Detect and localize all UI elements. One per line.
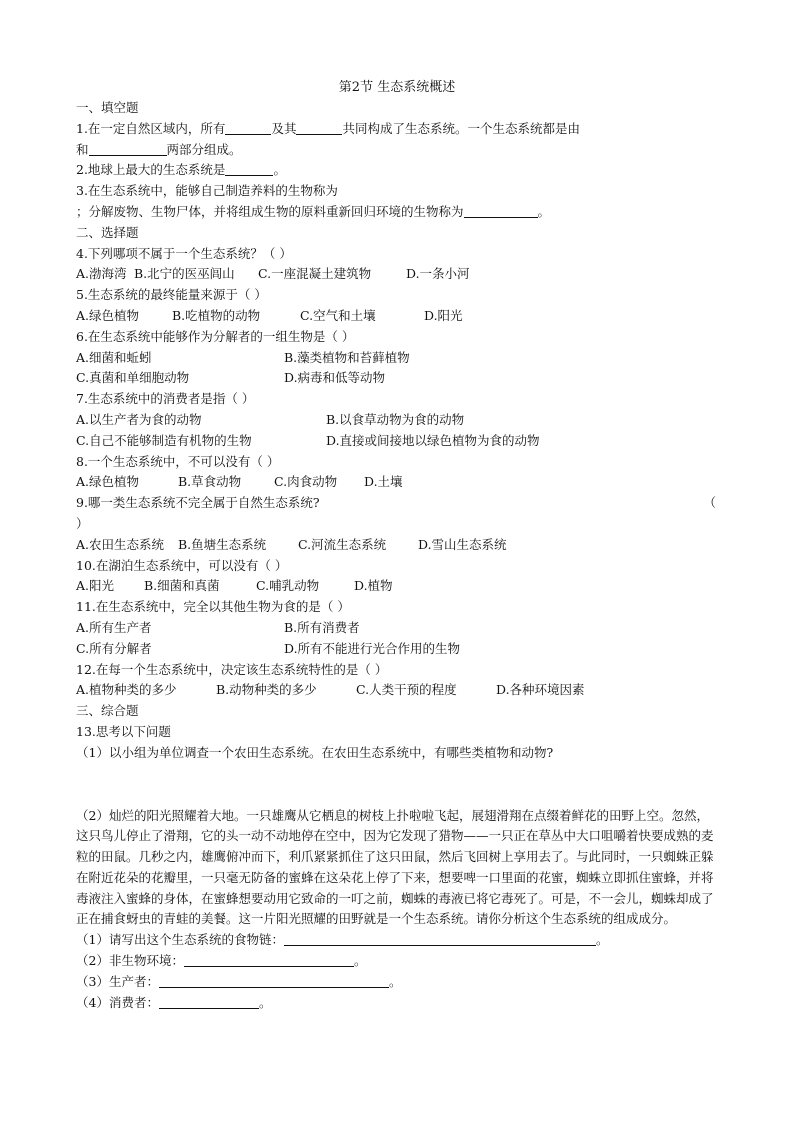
question-6-options-row-1 [76,348,716,369]
question-13-part-2-passage: （2）灿烂的阳光照耀着大地。一只雄鹰从它栖息的树枝上扑啦啦飞起，展翅滑翔在点缀着鲜花的田野上空。忽然，这只鸟儿停止了滑翔，它的头一动不动地停在空中，因为它发现了猎物——一只正在草丛中大口咀嚼着快要成熟的麦粒的田鼠。几秒之内，雄鹰俯冲而下，利爪紧紧抓住了这只田鼠，然后飞回树上享用去了。与此同时，一只蜘蛛正躲在附近花朵的花瓣里，一只毫无防备的蜜蜂在这朵花上停了下来，想要啤一口里面的花蜜，蜘蛛立即抓住蜜蜂，并将毒液注入蜜蜂的身体，在蜜蜂想要动用它致命的一叮之前，蜘蛛的毒液已将它毒死了。可是，不一会儿，蜘蛛却成了正在捕食蚜虫的青蛙的美餐。这一片阳光照耀的田野就是一个生态系统。请你分析这个生态系统的组成成分。 [76,807,714,927]
q6-option-d[interactable]: D.病毒和低等动物 [284,370,386,386]
q11-option-a[interactable]: A.所有生产者 [76,619,152,635]
consumer-blank[interactable] [159,994,259,1009]
question-9-options [76,535,716,556]
question-1-line-1: 1.在一定自然区域内，所有 及其 共同构成了生态系统。一个生态系统都是由 [76,120,580,136]
question-9: 9.哪一类生态系统不完全属于自然生态系统? （ [76,495,716,511]
question-8: 8.一个生态系统中，不可以没有（ ） [76,453,280,469]
question-6-options-row-2 [76,368,716,389]
q10-option-b[interactable]: B.细菌和真菌 [144,578,220,594]
q5-option-c[interactable]: C.空气和土壤 [300,307,376,323]
worksheet-content [76,98,716,1013]
q7-option-a[interactable]: A.以生产者为食的动物 [76,411,202,427]
question-2: 2.地球上最大的生态系统是 。 [76,162,286,178]
answer-space[interactable] [76,764,716,806]
q12-option-a[interactable]: A.植物种类的多少 [76,682,177,698]
question-11-options-row-1 [76,618,716,639]
q10-option-d[interactable]: D.植物 [354,578,393,594]
q6-option-a[interactable]: A.细菌和蚯蚓 [76,349,152,365]
q12-option-d[interactable]: D.各种环境因素 [496,682,585,698]
q5-option-a[interactable]: A.绿色植物 [76,307,140,323]
food-chain-field: （1）请写出这个生态系统的食物链： 。 [76,932,609,948]
question-10: 10.在湖泊生态系统中，可以没有（ ） [76,557,288,573]
abiotic-field: （2）非生物环境： 。 [76,953,367,969]
q4-option-d[interactable]: D.一条小河 [406,266,470,282]
q9-option-b[interactable]: B.鱼塘生态系统 [178,536,267,552]
question-9-paren-close: ） [76,515,89,531]
question-10-options [76,576,716,597]
question-6: 6.在生态系统中能够作为分解者的一组生物是（ ） [76,328,355,344]
question-5-options [76,306,716,327]
question-13: 13.思考以下问题 [76,723,171,739]
q7-option-c[interactable]: C.自己不能够制造有机物的生物 [76,432,252,448]
q10-option-c[interactable]: C.哺乳动物 [256,578,320,594]
q9-option-d[interactable]: D.雪山生态系统 [418,536,507,552]
question-3-line-1: 3.在生态系统中，能够自己制造养料的生物称为 [76,183,338,199]
question-12-options [76,680,716,701]
question-4-options [76,264,716,285]
q7-option-d[interactable]: D.直接或间接地以绿色植物为食的动物 [326,432,540,448]
q4-option-b[interactable]: B.北宁的医巫闾山 [134,266,235,282]
blank-3[interactable] [464,203,538,218]
question-4: 4.下列哪项不属于一个生态系统？（ ） [76,245,292,261]
blank-2[interactable] [225,161,273,176]
question-11-options-row-2 [76,639,716,660]
question-7-options-row-1 [76,410,716,431]
q12-option-c[interactable]: C.人类干预的程度 [356,682,457,698]
section-heading-choice: 二、选择题 [76,224,139,240]
q8-option-c[interactable]: C.肉食动物 [274,474,338,490]
q11-option-c[interactable]: C.所有分解者 [76,640,152,656]
blank-1b[interactable] [296,120,342,135]
blank-1a[interactable] [225,120,271,135]
q7-option-b[interactable]: B.以食草动物为食的动物 [326,411,465,427]
question-1-line-2: 和 两部分组成。 [76,141,242,157]
question-3-line-2: ；分解废物、生物尸体，并将组成生物的原料重新回归环境的生物称为 。 [76,203,551,219]
consumer-field: （4）消费者： 。 [76,994,272,1010]
q6-option-c[interactable]: C.真菌和单细胞动物 [76,370,190,386]
section-heading-fill: 一、填空题 [76,100,139,115]
question-7-options-row-2 [76,431,716,452]
abiotic-blank[interactable] [184,952,354,967]
q8-option-b[interactable]: B.草食动物 [178,474,242,490]
q9-option-a[interactable]: A.农田生态系统 [76,536,165,552]
q11-option-b[interactable]: B.所有消费者 [284,619,360,635]
question-5: 5.生态系统的最终能量来源于（ ） [76,287,267,303]
q12-option-b[interactable]: B.动物种类的多少 [216,682,317,698]
question-13-part-1: （1）以小组为单位调查一个农田生态系统。在农田生态系统中，有哪些类植物和动物? [76,744,554,760]
blank-1c[interactable] [89,141,167,156]
producer-blank[interactable] [159,973,389,988]
q5-option-d[interactable]: D.阳光 [424,307,463,323]
question-8-options [76,472,716,493]
q11-option-d[interactable]: D.所有不能进行光合作用的生物 [284,640,461,656]
q8-option-d[interactable]: D.土壤 [364,474,403,490]
food-chain-blank[interactable] [284,931,596,946]
page-title: 第2节 生态系统概述 [338,80,456,95]
q6-option-b[interactable]: B.藻类植物和苔藓植物 [284,349,410,365]
q10-option-a[interactable]: A.阳光 [76,578,115,594]
q4-option-a[interactable]: A.渤海湾 [76,266,127,282]
q8-option-a[interactable]: A.绿色植物 [76,474,140,490]
question-12: 12.在每一个生态系统中，决定该生态系统特性的是（ ） [76,661,388,677]
question-11: 11.在生态系统中，完全以其他生物为食的是（ ） [76,599,350,615]
section-heading-comprehensive: 三、综合题 [76,703,139,719]
q9-option-c[interactable]: C.河流生态系统 [298,536,387,552]
q4-option-c[interactable]: C.一座混凝土建筑物 [258,266,372,282]
question-7: 7.生态系统中的消费者是指（ ） [76,391,255,407]
producer-field: （3）生产者： 。 [76,973,402,989]
q5-option-b[interactable]: B.吃植物的动物 [172,307,261,323]
